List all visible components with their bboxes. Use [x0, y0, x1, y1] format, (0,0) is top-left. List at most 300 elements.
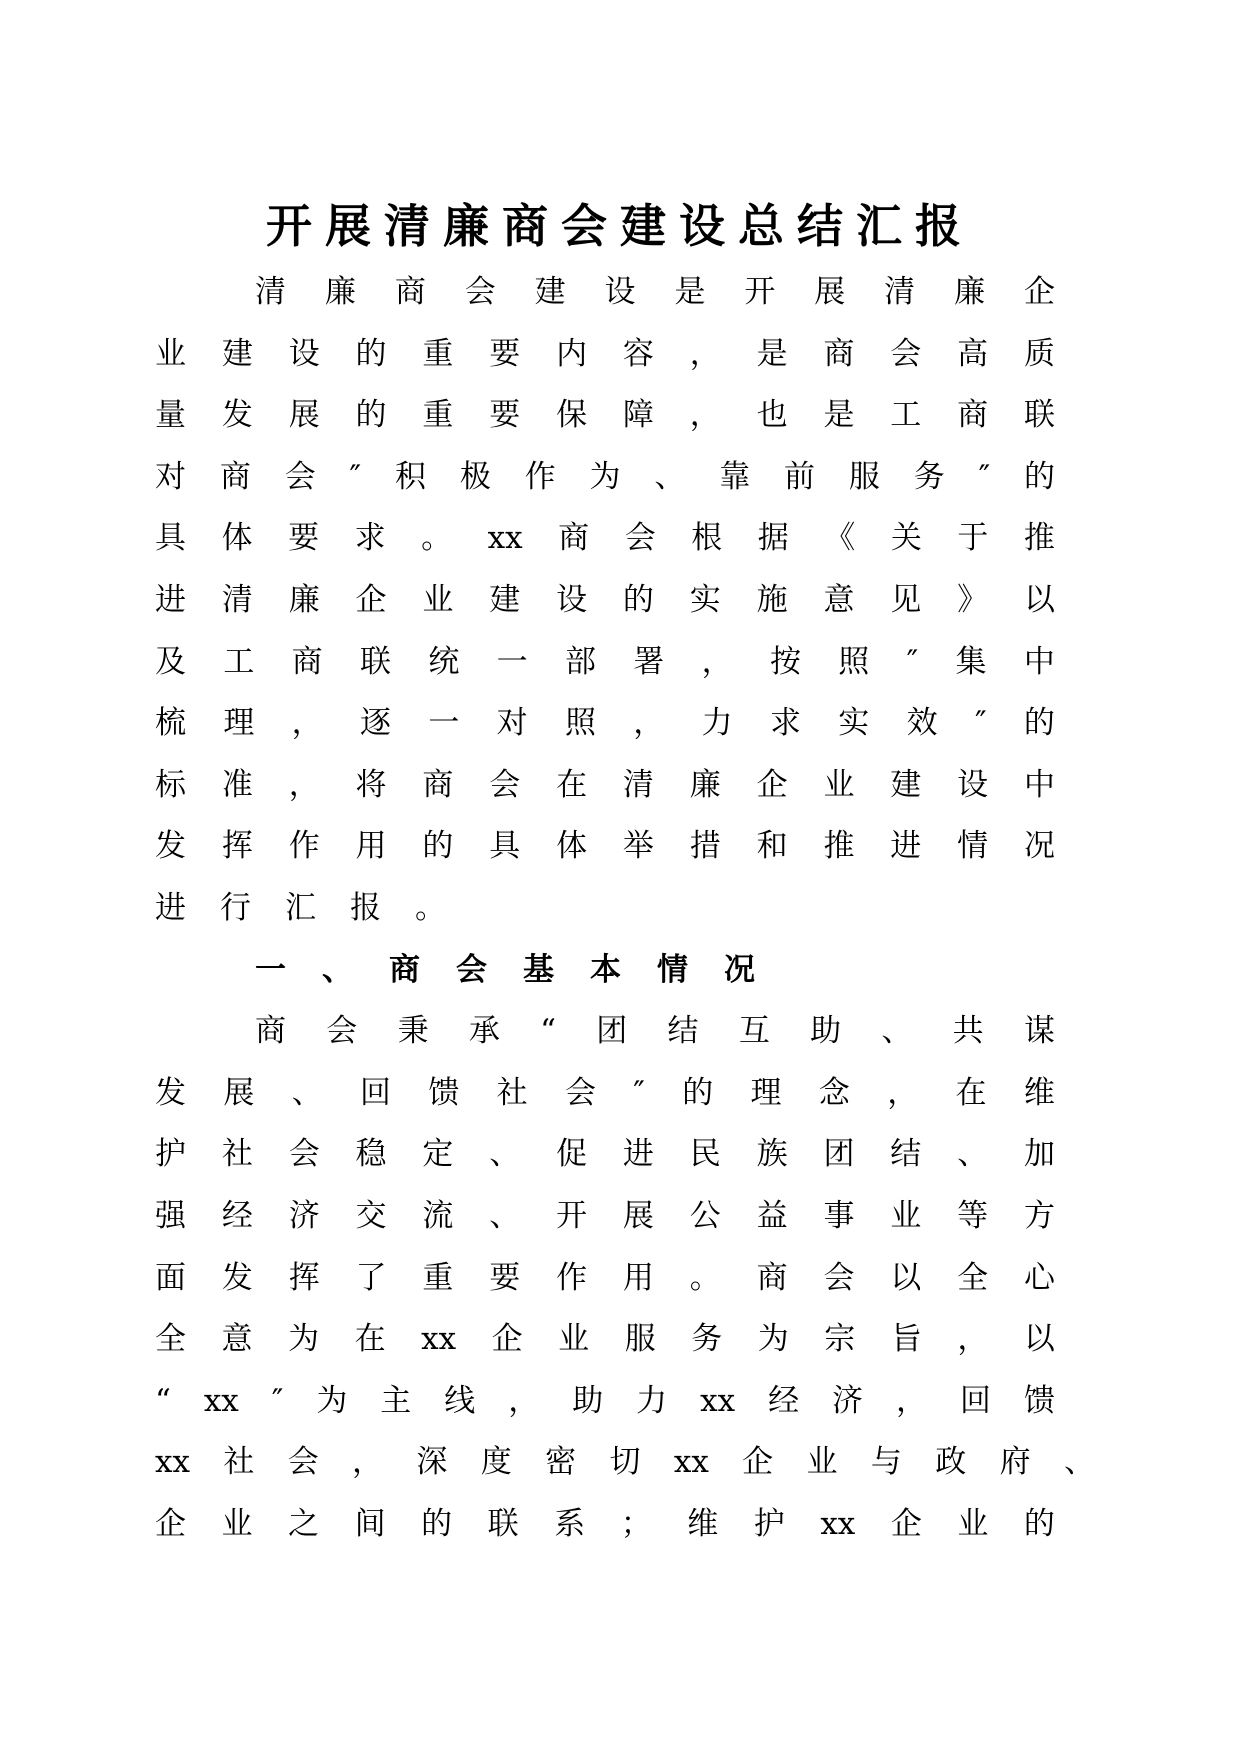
glyph: 民: [689, 1136, 721, 1173]
glyph: 馈: [428, 1074, 460, 1111]
glyph: 承: [468, 1013, 500, 1050]
glyph: 会: [284, 458, 316, 495]
glyph: 中: [1023, 643, 1055, 680]
glyph: 为: [589, 458, 621, 495]
glyph: 部: [564, 643, 596, 680]
glyph: 企: [756, 766, 788, 803]
glyph: 促: [556, 1136, 588, 1173]
glyph: 施: [756, 581, 788, 618]
paragraph-line: [155, 324, 1055, 386]
glyph: 见: [890, 581, 922, 618]
glyph: ，: [887, 1074, 919, 1111]
glyph: ，: [689, 397, 721, 434]
glyph: 、: [489, 1136, 521, 1173]
glyph: 心: [1023, 1259, 1055, 1296]
paragraph-line: [155, 1371, 1055, 1433]
glyph: 线: [444, 1382, 476, 1419]
glyph: 工: [223, 643, 255, 680]
glyph: 发: [155, 828, 186, 865]
glyph: 商: [389, 951, 420, 988]
glyph: 密: [545, 1444, 577, 1481]
glyph: 度: [480, 1444, 512, 1481]
glyph: 会: [489, 766, 521, 803]
glyph: 体: [556, 828, 588, 865]
glyph: 业: [155, 335, 186, 372]
paragraph-line: [155, 1248, 1055, 1310]
glyph: 的: [1023, 705, 1055, 742]
paragraph-line: [155, 693, 1055, 755]
glyph: 理: [223, 705, 255, 742]
glyph: 求: [354, 520, 386, 557]
glyph: 发: [155, 1074, 186, 1111]
glyph: 为: [316, 1382, 348, 1419]
glyph: 会: [464, 274, 496, 310]
glyph: 社: [496, 1074, 528, 1111]
glyph: 质: [1023, 335, 1055, 372]
glyph: 障: [622, 397, 654, 434]
glyph: 企: [155, 1505, 186, 1542]
glyph: xx: [487, 520, 523, 557]
glyph: 量: [155, 397, 186, 434]
glyph: 会: [287, 1444, 319, 1481]
glyph: 清: [622, 766, 654, 803]
glyph: 、: [489, 1197, 521, 1234]
glyph: 谋: [1023, 1013, 1055, 1050]
glyph: 等: [957, 1197, 989, 1234]
glyph: 发: [221, 397, 253, 434]
glyph: ，: [352, 1444, 384, 1481]
paragraph-line: [155, 1432, 1095, 1494]
glyph: ，: [508, 1382, 540, 1419]
glyph: 、: [654, 458, 686, 495]
glyph: 清: [221, 581, 253, 618]
glyph: 互: [738, 1013, 770, 1050]
glyph: 。: [689, 1259, 721, 1296]
glyph: 秉: [397, 1013, 429, 1050]
glyph: 展: [288, 397, 320, 434]
glyph: 展: [622, 1197, 654, 1234]
glyph: 、: [291, 1074, 323, 1111]
glyph: 举: [622, 828, 654, 865]
glyph: 、: [957, 1136, 989, 1173]
glyph: 及: [155, 643, 186, 680]
glyph: 》: [957, 581, 989, 618]
glyph: 会: [326, 1013, 358, 1050]
glyph: 积: [394, 458, 426, 495]
glyph: 会: [624, 520, 656, 557]
glyph: 团: [823, 1136, 855, 1173]
glyph: xx: [700, 1382, 736, 1419]
glyph: 集: [955, 643, 987, 680]
glyph: 作: [524, 458, 556, 495]
glyph: 保: [556, 397, 588, 434]
glyph: 回: [359, 1074, 391, 1111]
glyph: 也: [756, 397, 788, 434]
glyph: 商: [558, 520, 590, 557]
glyph: 要: [489, 397, 521, 434]
paragraph-line: [155, 447, 1055, 509]
glyph: 意: [823, 581, 855, 618]
glyph: 廉: [689, 766, 721, 803]
glyph: 团: [596, 1013, 628, 1050]
glyph: 结: [667, 1013, 699, 1050]
glyph: 是: [823, 397, 855, 434]
paragraph-line: [155, 632, 1055, 694]
glyph: 商: [422, 766, 454, 803]
glyph: 清: [884, 274, 916, 310]
paragraph-line: [155, 262, 1055, 324]
glyph: xx: [203, 1382, 239, 1419]
glyph: 求: [769, 705, 801, 742]
glyph: 内: [556, 335, 588, 372]
glyph: 加: [1023, 1136, 1055, 1173]
glyph: 为: [288, 1321, 320, 1358]
glyph: 据: [757, 520, 789, 557]
glyph: 报: [350, 889, 381, 926]
glyph: 方: [1023, 1197, 1055, 1234]
paragraph-line: [155, 816, 1055, 878]
glyph: 在: [556, 766, 588, 803]
glyph: ，: [689, 335, 721, 372]
glyph: 事: [823, 1197, 855, 1234]
glyph: 是: [756, 335, 788, 372]
glyph: 开: [556, 1197, 588, 1234]
glyph: 准: [221, 766, 253, 803]
glyph: ″: [978, 458, 991, 495]
glyph: ，: [896, 1382, 928, 1419]
glyph: 维: [1023, 1074, 1055, 1111]
glyph: 护: [155, 1136, 186, 1173]
document-body: [155, 262, 1095, 1555]
glyph: 基: [523, 951, 554, 988]
glyph: 商: [394, 274, 426, 310]
paragraph-line: [155, 1124, 1055, 1186]
glyph: 共: [952, 1013, 984, 1050]
glyph: 极: [459, 458, 491, 495]
glyph: 商: [255, 1013, 286, 1050]
glyph: 设: [604, 274, 636, 310]
paragraph-line: [155, 755, 1055, 817]
paragraph-line: [155, 1494, 1055, 1556]
glyph: 务: [913, 458, 945, 495]
glyph: 企: [742, 1444, 774, 1481]
glyph: 照: [838, 643, 870, 680]
glyph: 济: [832, 1382, 864, 1419]
glyph: 以: [1023, 581, 1055, 618]
glyph: 公: [689, 1197, 721, 1234]
glyph: 系: [554, 1505, 586, 1542]
glyph: 设: [556, 581, 588, 618]
glyph: 对: [155, 458, 186, 495]
glyph: 和: [756, 828, 788, 865]
glyph: 一: [428, 705, 460, 742]
paragraph-line: [155, 1186, 1055, 1248]
glyph: 了: [355, 1259, 387, 1296]
paragraph-line: [155, 1001, 1055, 1063]
glyph: 对: [496, 705, 528, 742]
glyph: 展: [223, 1074, 255, 1111]
glyph: 展: [814, 274, 846, 310]
glyph: 是: [674, 274, 706, 310]
paragraph-line: [155, 1063, 1055, 1125]
glyph: 助: [810, 1013, 842, 1050]
glyph: 的: [682, 1074, 714, 1111]
document-title: 开展清廉商会建设总结汇报: [266, 199, 974, 253]
glyph: 建: [890, 766, 922, 803]
glyph: 社: [221, 1136, 253, 1173]
glyph: 商: [756, 1259, 788, 1296]
paragraph-line: [155, 508, 1055, 570]
glyph: 。: [415, 889, 446, 926]
glyph: 全: [957, 1259, 989, 1296]
glyph: xx: [673, 1444, 709, 1481]
glyph: 挥: [288, 1259, 320, 1296]
glyph: 情: [957, 828, 989, 865]
glyph: 宗: [824, 1321, 856, 1358]
glyph: 廉: [324, 274, 356, 310]
glyph: 府: [999, 1444, 1031, 1481]
glyph: 稳: [355, 1136, 387, 1173]
glyph: 以: [1023, 1321, 1055, 1358]
glyph: 会: [890, 335, 922, 372]
glyph: “: [155, 1382, 171, 1419]
glyph: 济: [288, 1197, 320, 1234]
glyph: 靠: [719, 458, 751, 495]
glyph: ；: [620, 1505, 652, 1542]
glyph: 行: [220, 889, 251, 926]
glyph: 业: [806, 1444, 838, 1481]
glyph: 的: [355, 335, 387, 372]
glyph: 与: [870, 1444, 902, 1481]
glyph: 署: [633, 643, 665, 680]
glyph: 企: [1023, 274, 1055, 310]
glyph: ，: [701, 643, 733, 680]
glyph: 前: [784, 458, 816, 495]
glyph: ″: [271, 1382, 284, 1419]
glyph: 一: [496, 643, 528, 680]
glyph: ，: [288, 766, 320, 803]
glyph: 根: [691, 520, 723, 557]
glyph: 于: [957, 520, 989, 557]
glyph: 进: [622, 1136, 654, 1173]
section-heading: [155, 940, 1055, 1002]
glyph: 、: [322, 951, 353, 988]
glyph: 服: [848, 458, 880, 495]
glyph: 用: [355, 828, 387, 865]
glyph: 推: [823, 828, 855, 865]
glyph: 况: [724, 951, 755, 988]
glyph: 全: [155, 1321, 186, 1358]
glyph: 商: [219, 458, 251, 495]
glyph: 梳: [155, 705, 186, 742]
glyph: 馈: [1023, 1382, 1055, 1419]
glyph: 业: [422, 581, 454, 618]
glyph: 务: [691, 1321, 723, 1358]
glyph: 况: [1023, 828, 1055, 865]
glyph: 开: [744, 274, 776, 310]
glyph: 社: [223, 1444, 255, 1481]
paragraph-line: [155, 385, 1055, 447]
glyph: 要: [288, 520, 320, 557]
glyph: 会: [456, 951, 487, 988]
glyph: 助: [572, 1382, 604, 1419]
glyph: 切: [609, 1444, 641, 1481]
glyph: 面: [155, 1259, 186, 1296]
glyph: ″: [906, 643, 919, 680]
glyph: 作: [288, 828, 320, 865]
glyph: 要: [489, 335, 521, 372]
glyph: 意: [221, 1321, 253, 1358]
glyph: 廉: [288, 581, 320, 618]
glyph: 、: [1063, 1444, 1095, 1481]
glyph: 措: [689, 828, 721, 865]
glyph: 的: [422, 828, 454, 865]
glyph: 会: [288, 1136, 320, 1173]
glyph: 廉: [954, 274, 986, 310]
glyph: 业: [957, 1505, 989, 1542]
glyph: 的: [1023, 1505, 1055, 1542]
glyph: 《: [824, 520, 856, 557]
glyph: 进: [155, 581, 186, 618]
glyph: 强: [155, 1197, 186, 1234]
glyph: 商: [823, 335, 855, 372]
glyph: 的: [622, 581, 654, 618]
glyph: 重: [422, 1259, 454, 1296]
glyph: 高: [957, 335, 989, 372]
glyph: 企: [491, 1321, 523, 1358]
paragraph-line: [155, 1309, 1055, 1371]
glyph: 维: [687, 1505, 719, 1542]
glyph: 护: [753, 1505, 785, 1542]
glyph: 逐: [359, 705, 391, 742]
glyph: 、: [881, 1013, 913, 1050]
glyph: 效: [906, 705, 938, 742]
glyph: 清: [255, 274, 286, 310]
glyph: 商: [291, 643, 323, 680]
glyph: 回: [959, 1382, 991, 1419]
glyph: 中: [1023, 766, 1055, 803]
glyph: 工: [890, 397, 922, 434]
glyph: 用: [622, 1259, 654, 1296]
glyph: 体: [221, 520, 253, 557]
glyph: 发: [221, 1259, 253, 1296]
glyph: 具: [155, 520, 186, 557]
glyph: xx: [820, 1505, 856, 1542]
glyph: 服: [624, 1321, 656, 1358]
glyph: 要: [489, 1259, 521, 1296]
glyph: 实: [838, 705, 870, 742]
glyph: 重: [422, 335, 454, 372]
glyph: 推: [1023, 520, 1055, 557]
glyph: 的: [355, 397, 387, 434]
glyph: 重: [422, 397, 454, 434]
glyph: “: [540, 1013, 556, 1050]
glyph: 进: [155, 889, 186, 926]
glyph: 之: [288, 1505, 320, 1542]
glyph: 挥: [221, 828, 253, 865]
glyph: 关: [890, 520, 922, 557]
paragraph-line: [155, 878, 1055, 940]
glyph: 标: [155, 766, 186, 803]
glyph: 实: [689, 581, 721, 618]
glyph: 的: [421, 1505, 453, 1542]
glyph: 会: [823, 1259, 855, 1296]
glyph: 情: [657, 951, 688, 988]
glyph: 汇: [285, 889, 316, 926]
glyph: 企: [355, 581, 387, 618]
glyph: 结: [890, 1136, 922, 1173]
glyph: 联: [487, 1505, 519, 1542]
glyph: 间: [354, 1505, 386, 1542]
glyph: 政: [935, 1444, 967, 1481]
glyph: 按: [769, 643, 801, 680]
glyph: ，: [633, 705, 665, 742]
glyph: 一: [255, 951, 286, 988]
glyph: 旨: [890, 1321, 922, 1358]
glyph: 主: [380, 1382, 412, 1419]
glyph: 作: [556, 1259, 588, 1296]
glyph: 经: [221, 1197, 253, 1234]
glyph: ，: [291, 705, 323, 742]
glyph: 业: [890, 1197, 922, 1234]
glyph: 。: [421, 520, 453, 557]
glyph: ″: [349, 458, 362, 495]
glyph: 进: [890, 828, 922, 865]
glyph: 流: [422, 1197, 454, 1234]
glyph: 力: [701, 705, 733, 742]
glyph: 联: [1023, 397, 1055, 434]
glyph: 设: [288, 335, 320, 372]
glyph: 益: [756, 1197, 788, 1234]
glyph: 业: [823, 766, 855, 803]
glyph: 建: [221, 335, 253, 372]
glyph: 的: [1024, 458, 1055, 495]
glyph: 族: [756, 1136, 788, 1173]
glyph: 深: [416, 1444, 448, 1481]
glyph: 企: [890, 1505, 922, 1542]
glyph: 为: [757, 1321, 789, 1358]
glyph: 理: [750, 1074, 782, 1111]
glyph: 联: [359, 643, 391, 680]
glyph: 在: [955, 1074, 987, 1111]
glyph: xx: [155, 1444, 190, 1481]
glyph: 以: [890, 1259, 922, 1296]
glyph: 业: [558, 1321, 590, 1358]
glyph: 具: [489, 828, 521, 865]
glyph: 业: [221, 1505, 253, 1542]
glyph: ″: [633, 1074, 645, 1111]
glyph: xx: [421, 1321, 457, 1358]
glyph: 力: [636, 1382, 668, 1419]
glyph: 交: [355, 1197, 387, 1234]
glyph: ″: [974, 705, 987, 742]
glyph: 定: [422, 1136, 454, 1173]
glyph: 在: [354, 1321, 386, 1358]
glyph: 商: [957, 397, 989, 434]
glyph: 容: [622, 335, 654, 372]
glyph: 会: [564, 1074, 596, 1111]
glyph: 念: [818, 1074, 850, 1111]
glyph: 本: [590, 951, 621, 988]
glyph: 将: [355, 766, 387, 803]
glyph: 建: [489, 581, 521, 618]
glyph: 设: [957, 766, 989, 803]
paragraph-line: [155, 570, 1055, 632]
glyph: ，: [957, 1321, 989, 1358]
glyph: 统: [428, 643, 460, 680]
glyph: 经: [768, 1382, 800, 1419]
glyph: 照: [564, 705, 596, 742]
